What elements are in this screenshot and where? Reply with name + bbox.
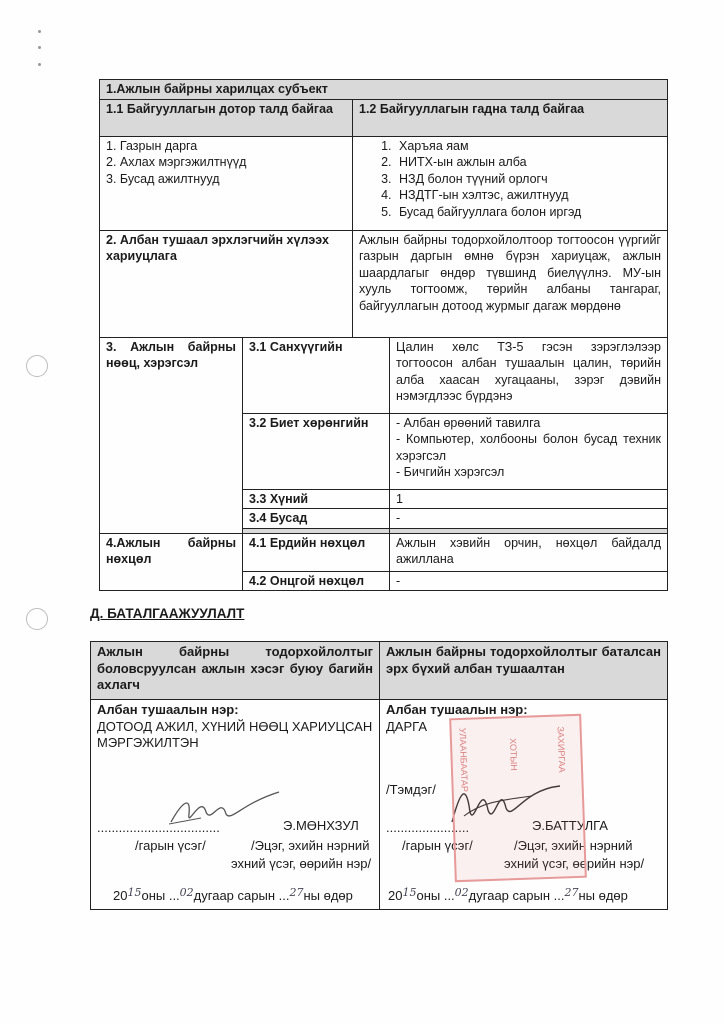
normal-conditions-label: 4.1 Ердийн нөхцөл [243, 533, 390, 571]
list-item: 1. Газрын дарга [106, 138, 198, 153]
seal-label: /Тэмдэг/ [386, 782, 436, 797]
signer-name: Э.МӨНХЗУЛ [283, 818, 359, 833]
finance-label: 3.1 Санхүүгийн [243, 337, 390, 413]
month-handwritten: 02 [454, 886, 469, 899]
name-label: /Эцэг, эхийн нэрний [514, 838, 633, 853]
date-text: ны өдөр [303, 888, 353, 903]
day-handwritten: 27 [289, 886, 304, 899]
date-line [388, 888, 628, 906]
position-label: Албан тушаалын нэр: [386, 702, 528, 717]
section-d-title: Д. БАТАЛГААЖУУЛАЛТ [90, 606, 245, 621]
preparer-header: Ажлын байрны тодорхойлолтыг боловсруулсан ажлын хэсэг буюу багийн ахлагч [91, 642, 380, 700]
assets-list [390, 413, 668, 489]
internal-header: 1.1 Байгууллагын дотор талд байгаа [100, 99, 353, 136]
stamp-text: ЗАХИРГАА [555, 726, 568, 773]
resources-label: 3. Ажлын байрны нөөц, хэрэгсэл [100, 337, 243, 533]
list-item: - Бичгийн хэрэгсэл [396, 465, 505, 479]
signature-label: /гарын үсэг/ [402, 838, 473, 853]
month-handwritten: 02 [179, 886, 194, 899]
conditions-label: 4.Ажлын байрны нөхцөл [100, 533, 243, 591]
margin-mark [38, 30, 41, 33]
job-description-table [99, 79, 668, 591]
dots: ....................... [386, 820, 470, 835]
list-item: - Албан өрөөний тавилга [396, 415, 541, 430]
stamp-text: УЛААНБААТАР [457, 727, 470, 793]
human-value: 1 [390, 489, 668, 509]
date-prefix: 20 [388, 888, 403, 903]
date-text: дугаар сарын ... [193, 888, 290, 903]
punch-hole-top [26, 355, 48, 377]
margin-mark [38, 63, 41, 66]
date-text: дугаар сарын ... [468, 888, 565, 903]
list-item: 5. Бусад байгууллага болон иргэд [395, 204, 661, 221]
name-label: эхний үсэг, өөрийн нэр/ [231, 856, 372, 871]
official-stamp [449, 714, 587, 883]
list-item: 2. Ахлах мэргэжилтнүүд [106, 155, 247, 169]
external-list [353, 136, 668, 230]
signer-name: Э.БАТТУЛГА [532, 818, 608, 833]
normal-conditions-value: Ажлын хэвийн орчин, нөхцөл байдалд ажиллана [390, 533, 668, 571]
assets-label: 3.2 Биет хөрөнгийн [243, 413, 390, 489]
position-value: ДОТООД АЖИЛ, ХҮНИЙ НӨӨЦ ХАРИУЦСАН МЭРГЭЖИЛТЭН [97, 718, 373, 750]
day-handwritten: 27 [564, 886, 579, 899]
date-text: оны ... [141, 888, 180, 903]
position-value: ДАРГА [386, 718, 427, 734]
signature-label: /гарын үсэг/ [135, 838, 206, 853]
date-line [113, 888, 353, 906]
approver-header: Ажлын байрны тодорхойлолтыг баталсан эрх бүхий албан тушаалтан [380, 642, 668, 700]
year-handwritten: 15 [127, 886, 142, 899]
date-prefix: 20 [113, 888, 128, 903]
finance-text: Цалин хөлс ТЗ-5 гэсэн зэрэглэлээр тогтоосон албан тушаалын цалин, төрийн алба хаасан хугацааны, зэрэг дэвийн нэмэгдлээс бүрдэнэ [390, 337, 668, 413]
dots: .................................. [97, 820, 220, 835]
margin-mark [38, 46, 41, 49]
other-label: 3.4 Бусад [243, 509, 390, 529]
special-conditions-value: - [390, 571, 668, 591]
position-label: Албан тушаалын нэр: [97, 702, 239, 717]
list-item: - Компьютер, холбооны болон бусад техник хэрэгсэл [396, 432, 661, 463]
internal-list [100, 136, 353, 230]
name-label: эхний үсэг, өөрийн нэр/ [504, 856, 645, 871]
date-text: оны ... [416, 888, 455, 903]
list-item: 1. Харъяа яам [395, 138, 661, 155]
human-label: 3.3 Хүний [243, 489, 390, 509]
list-item: 2. НИТХ-ын ажлын алба [395, 154, 661, 171]
list-item: 3. НЗД болон түүний орлогч [395, 171, 661, 188]
responsibility-text: Ажлын байрны тодорхойлолтоор тогтоосон үүргийг газрын даргын өмнө бүрэн хариуцаж, ажлын шаардлагыг өндөр түвшинд биелүүлнэ. МУ-ын хууль тогтоомж, төрийн албаны тангараг, байгууллагын дотоод журмыг дагаж мөрдөнө [353, 230, 668, 337]
list-item: 4. НЗДТГ-ын хэлтэс, ажилтнууд [395, 187, 661, 204]
stamp-text: ХОТЫН [507, 737, 520, 771]
preparer-cell [91, 700, 380, 910]
name-label: /Эцэг, эхийн нэрний [251, 838, 370, 853]
responsibility-label: 2. Албан тушаал эрхлэгчийн хүлээх хариуцлага [100, 230, 353, 337]
special-conditions-label: 4.2 Онцгой нөхцөл [243, 571, 390, 591]
list-item: 3. Бусад ажилтнууд [106, 171, 220, 186]
year-handwritten: 15 [402, 886, 417, 899]
external-header: 1.2 Байгууллагын гадна талд байгаа [353, 99, 668, 136]
date-text: ны өдөр [578, 888, 628, 903]
section1-title: 1.Ажлын байрны харилцах субъект [100, 80, 668, 100]
other-value: - [390, 509, 668, 529]
punch-hole-bottom [26, 608, 48, 630]
